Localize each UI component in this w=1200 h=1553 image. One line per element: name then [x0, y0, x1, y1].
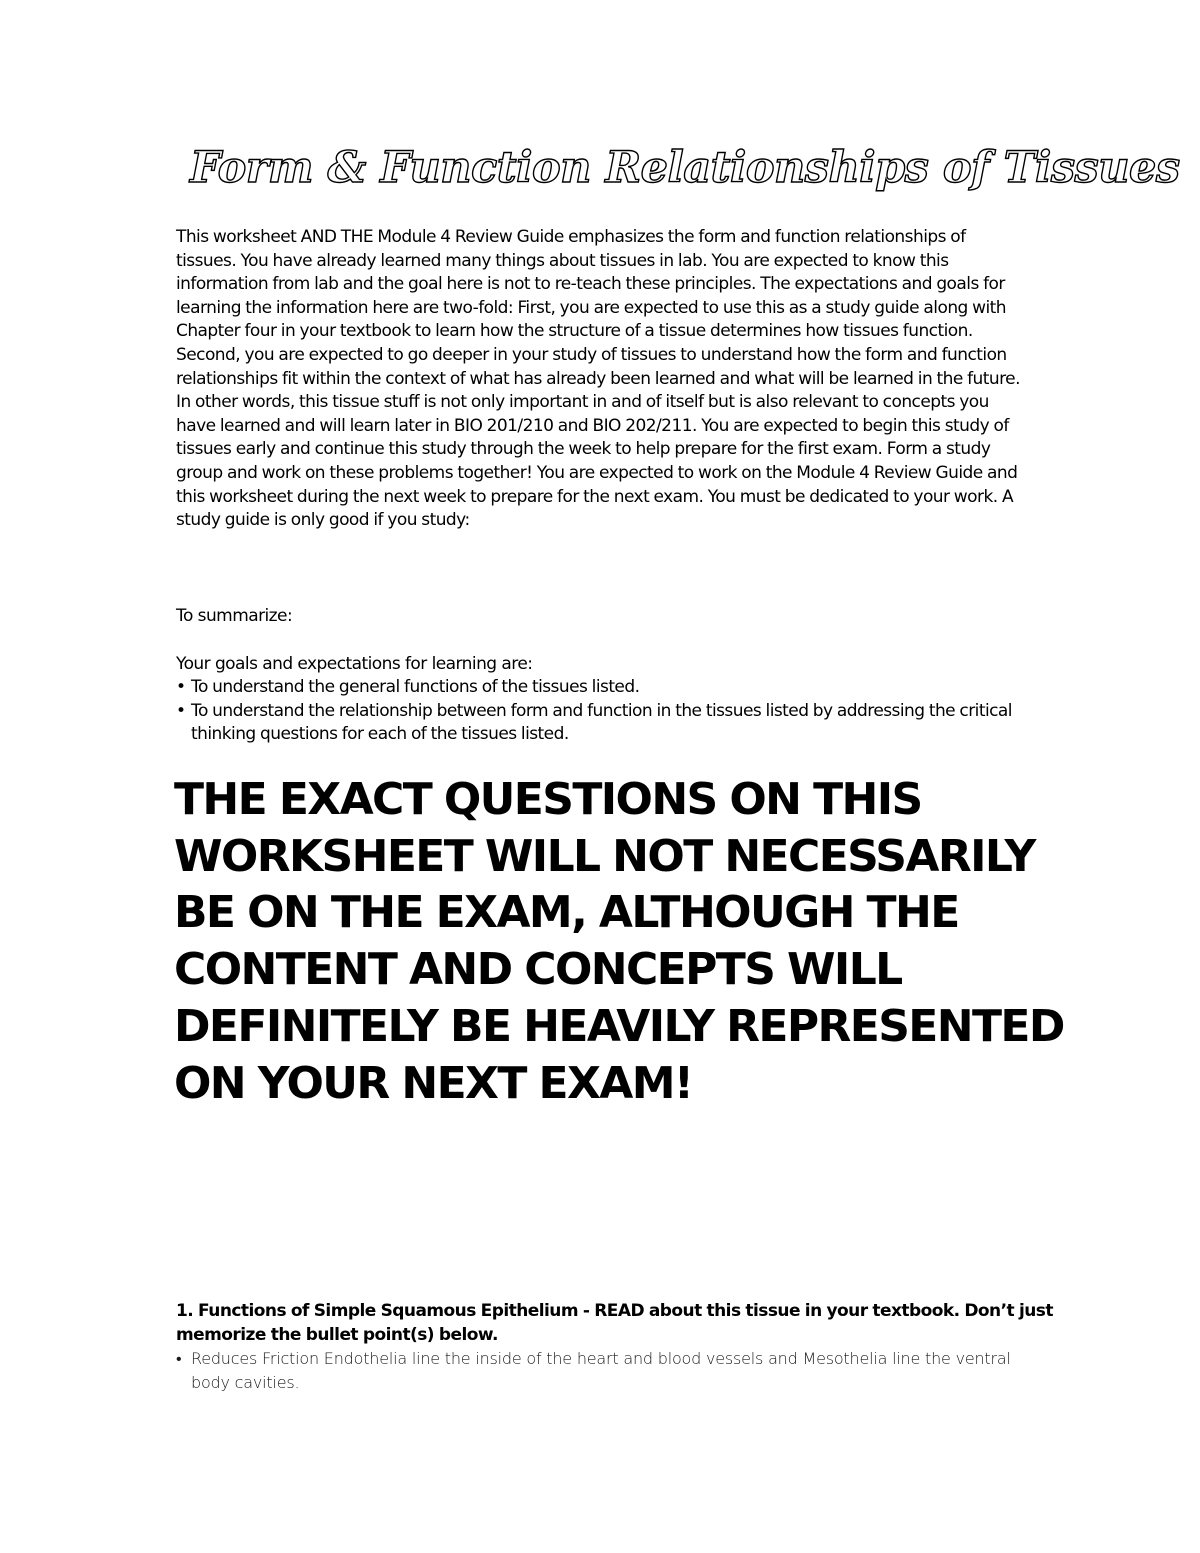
goals-list: [176, 676, 1026, 747]
list-item: [176, 1347, 1026, 1394]
goals-label: Your goals and expectations for learning are:: [176, 654, 533, 674]
goal-text: To understand the general functions of the tissues listed.: [191, 677, 640, 697]
bullet-icon: •: [176, 1349, 182, 1368]
page-title: Form & Function Relationships of Tissues: [190, 143, 1180, 193]
bullet-icon: •: [176, 700, 186, 721]
list-item: [176, 700, 1026, 747]
bullet-icon: •: [176, 677, 186, 697]
exam-warning: THE EXACT QUESTIONS ON THIS WORKSHEET WILL NOT NECESSARILY BE ON THE EXAM, ALTHOUGH THE CONTENT AND CONCEPTS WILL DEFINITELY BE HEAVILY REPRESENTED ON YOUR NEXT EXAM!: [174, 774, 1064, 1109]
intro-paragraph: This worksheet AND THE Module 4 Review Guide emphasizes the form and function relationships of tissues. You have already learned many things about tissues in lab. You are expected to know this information from lab and the goal here is not to re-teach these principles. The expectations and goals for learning the information here are two-fold: First, you are expected to use this as a study guide along with Chapter four in your textbook to learn how the structure of a tissue determines how tissues function. Second, you are expected to go deeper in your study of tissues to understand how the form and function relationships fit within the context of what has already been learned and what will be learned in the future. In other words, this tissue stuff is not only important in and of itself but is also relevant to concepts you have learned and will learn later in BIO 201/210 and BIO 202/211. You are expected to begin this study of tissues early and continue this study through the week to help prepare for the first exam. Form a study group and work on these problems together! You are expected to work on the Module 4 Review Guide and this worksheet during the next week to prepare for the next exam. You must be dedicated to your work. A study guide is only good if you study:: [176, 227, 1020, 531]
summary-label: To summarize:: [176, 606, 293, 626]
question-1-prompt: 1. Functions of Simple Squamous Epithelium - READ about this tissue in your textbook. Don’t just memorize the bullet point(s) below.: [176, 1301, 1053, 1345]
goal-text: To understand the relationship between form and function in the tissues listed by addressing the critical thinking questions for each of the tissues listed.: [191, 700, 1012, 744]
list-item: [176, 676, 1026, 700]
answer-text: Reduces Friction Endothelia line the inside of the heart and blood vessels and Mesothelia line the ventral body cavities.: [191, 1349, 1011, 1392]
question-1-answers: [176, 1347, 1026, 1394]
